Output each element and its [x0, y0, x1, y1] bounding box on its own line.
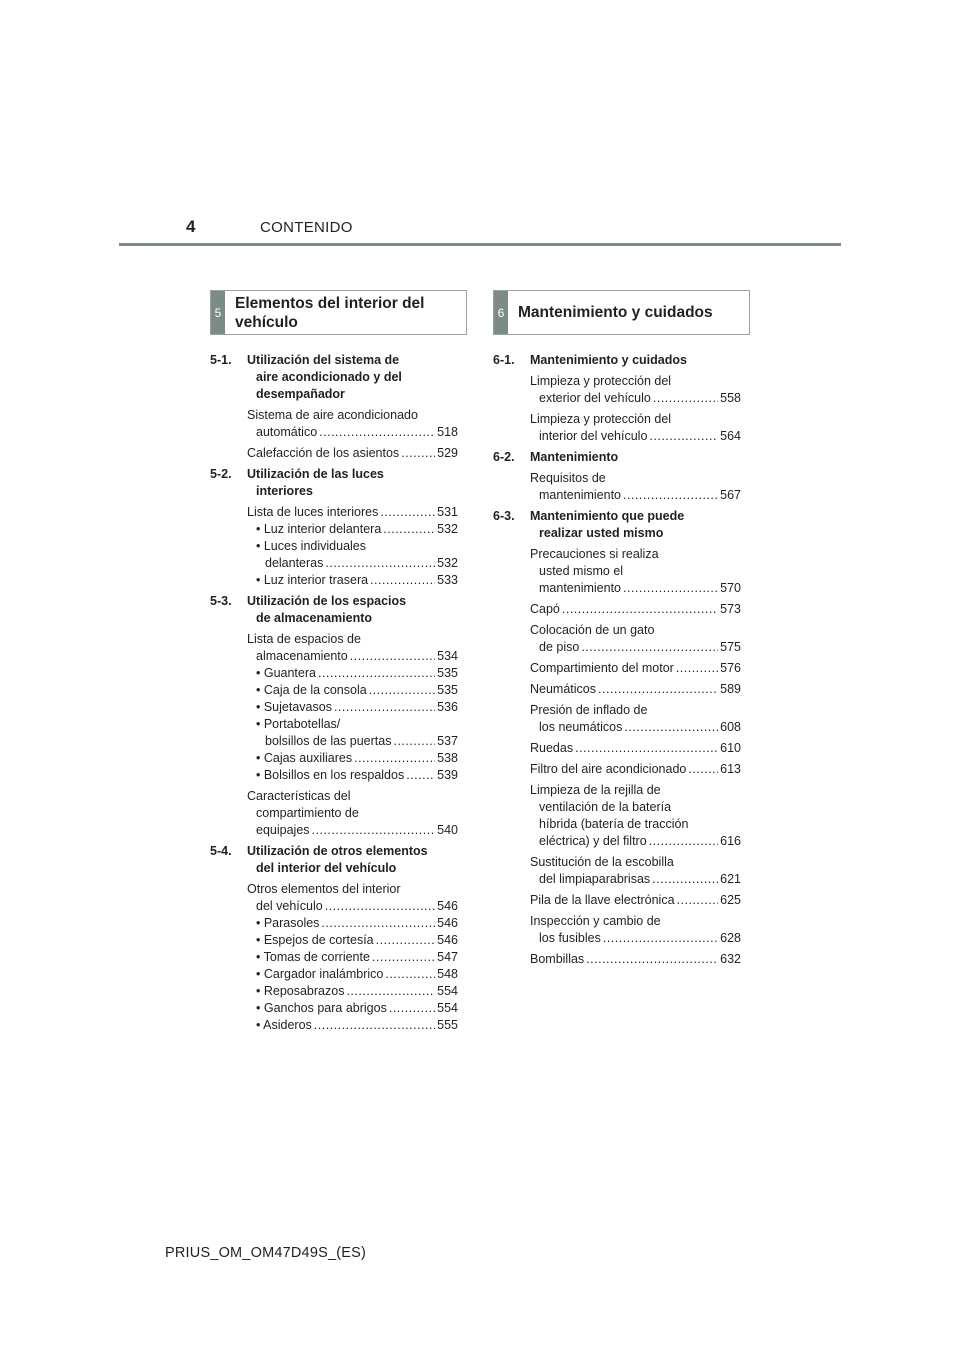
toc-entry-row	[256, 966, 458, 983]
toc-group-title-line: interiores	[256, 484, 313, 498]
toc-page-number: 589	[720, 682, 741, 696]
toc-entry-row	[256, 1000, 458, 1017]
toc-entry[interactable]	[256, 767, 458, 784]
toc-page-number: 540	[437, 823, 458, 837]
toc-group	[210, 466, 458, 589]
leader-dots	[325, 898, 435, 915]
toc-group	[210, 352, 458, 462]
footer-code: PRIUS_OM_OM47D49S_(ES)	[165, 1245, 367, 1261]
toc-entry-text: Compartimiento del motor	[530, 661, 674, 675]
toc-group-title-line: Utilización de otros elementos	[247, 844, 428, 858]
toc-entry-row	[530, 951, 741, 968]
toc-group-title-line: Mantenimiento	[530, 450, 619, 464]
toc-entry-text: Pila de la llave electrónica	[530, 893, 675, 907]
toc-entry-row	[530, 833, 741, 850]
toc-entry-row	[530, 719, 741, 736]
toc-entry-row	[256, 949, 458, 966]
toc-group-title-line: Utilización del sistema de	[247, 353, 400, 367]
toc-entry[interactable]	[530, 660, 741, 677]
toc-page-number: 621	[720, 872, 741, 886]
toc-entry[interactable]	[256, 538, 458, 572]
leader-dots	[401, 445, 435, 462]
toc-entry[interactable]	[530, 892, 741, 909]
toc-entry[interactable]	[256, 966, 458, 983]
leader-dots	[380, 504, 435, 521]
toc-page-number: 576	[720, 661, 741, 675]
toc-entry-row	[530, 930, 741, 947]
toc-page-number: 548	[437, 967, 458, 981]
toc-entry-text: • Reposabrazos	[256, 984, 345, 998]
section-box-6	[493, 290, 750, 335]
toc-entry[interactable]	[256, 716, 458, 750]
toc-entry-row	[256, 521, 458, 538]
leader-dots	[370, 572, 435, 589]
toc-entry-row	[247, 648, 458, 665]
toc-entry-line: Limpieza y protección del	[530, 412, 672, 426]
toc-page-number: 625	[720, 893, 741, 907]
toc-entry-line: Limpieza y protección del	[530, 374, 672, 388]
toc-entry-text: • Tomas de corriente	[256, 950, 370, 964]
toc-entry-line: Características del	[247, 789, 351, 803]
toc-entry-row	[256, 572, 458, 589]
leader-dots	[376, 932, 436, 949]
toc-entry-row	[530, 639, 741, 656]
toc-group-heading[interactable]	[210, 593, 458, 627]
toc-group-title-line: realizar usted mismo	[539, 526, 664, 540]
toc-entry-row	[530, 740, 741, 757]
toc-entry-text: • Parasoles	[256, 916, 320, 930]
toc-entry-text: • Guantera	[256, 666, 316, 680]
toc-entry-text: equipajes	[256, 823, 310, 837]
toc-page-number: 534	[437, 649, 458, 663]
toc-entry[interactable]	[247, 407, 458, 441]
leader-dots	[354, 750, 435, 767]
toc-group-title-line: Utilización de los espacios	[247, 594, 407, 608]
toc-entry[interactable]	[530, 622, 741, 656]
toc-group-number: 5-1.	[210, 353, 232, 367]
toc-page-number: 567	[720, 488, 741, 502]
toc-entry-text: • Ganchos para abrigos	[256, 1001, 387, 1015]
toc-entry[interactable]	[530, 951, 741, 968]
toc-entry-text: Calefacción de los asientos	[247, 446, 400, 460]
toc-page-number: 537	[437, 734, 458, 748]
toc-group	[210, 593, 458, 839]
toc-entry-text: los neumáticos	[539, 720, 623, 734]
toc-entry-text: eléctrica) y del filtro	[539, 834, 647, 848]
toc-group	[493, 449, 741, 504]
leader-dots	[346, 983, 435, 1000]
leader-dots	[688, 761, 718, 778]
toc-page-number: 628	[720, 931, 741, 945]
toc-page-number: 554	[437, 984, 458, 998]
toc-entry[interactable]	[256, 1017, 458, 1034]
toc-entry-line: Lista de espacios de	[247, 632, 361, 646]
toc-entry-row	[256, 767, 458, 784]
toc-entry-text: automático	[256, 425, 318, 439]
section-title: Elementos del interior del vehículo	[235, 294, 425, 331]
toc-entry-line: • Luces individuales	[256, 539, 366, 553]
leader-dots	[649, 428, 718, 445]
toc-entry-row	[530, 390, 741, 407]
toc-group	[493, 508, 741, 968]
leader-dots	[586, 951, 718, 968]
leader-dots	[653, 390, 718, 407]
toc-entry-row	[256, 555, 458, 572]
toc-entry-line: Presión de inflado de	[530, 703, 648, 717]
toc-group-heading[interactable]	[210, 843, 458, 877]
toc-entry-row	[530, 761, 741, 778]
toc-page-number: 547	[437, 950, 458, 964]
toc-entry-row	[247, 822, 458, 839]
leader-dots	[321, 915, 435, 932]
toc-page-number: 533	[437, 573, 458, 587]
toc-group-title-line: de almacenamiento	[256, 611, 373, 625]
toc-entry[interactable]	[256, 1000, 458, 1017]
toc-group-heading[interactable]	[210, 352, 458, 403]
section-box-5	[210, 290, 467, 335]
toc-entry-row	[530, 871, 741, 888]
toc-entry[interactable]	[256, 932, 458, 949]
toc-page-number: 532	[437, 522, 458, 536]
toc-page-number: 573	[720, 602, 741, 616]
toc-entry-text: mantenimiento	[539, 488, 621, 502]
leader-dots	[652, 871, 718, 888]
toc-page-number: 554	[437, 1001, 458, 1015]
toc-entry[interactable]	[530, 854, 741, 888]
leader-dots	[318, 665, 435, 682]
leader-dots	[649, 833, 718, 850]
toc-group-title-line: Utilización de las luces	[247, 467, 384, 481]
toc-entry-text: exterior del vehículo	[539, 391, 651, 405]
leader-dots	[603, 930, 718, 947]
toc-entry-row	[530, 892, 741, 909]
toc-entry-row	[530, 660, 741, 677]
toc-entry[interactable]	[256, 572, 458, 589]
toc-entry-text: mantenimiento	[539, 581, 621, 595]
toc-entry[interactable]	[247, 631, 458, 665]
leader-dots	[406, 767, 435, 784]
toc-entry-line: ventilación de la batería	[539, 800, 672, 814]
toc-entry-line: Inspección y cambio de	[530, 914, 661, 928]
toc-entry-line: híbrida (batería de tracción	[539, 817, 689, 831]
toc-entry-line: compartimiento de	[256, 806, 359, 820]
toc-entry[interactable]	[530, 601, 741, 618]
toc-entry-row	[530, 601, 741, 618]
toc-group-title	[247, 466, 458, 500]
toc-entry-text: Capó	[530, 602, 560, 616]
leader-dots	[383, 521, 435, 538]
leader-dots	[325, 555, 435, 572]
page-number: 4	[186, 217, 196, 236]
toc-entry-row	[256, 932, 458, 949]
toc-group-number: 6-1.	[493, 353, 515, 367]
toc-group	[493, 352, 741, 445]
toc-group-title	[530, 449, 741, 466]
toc-entry[interactable]	[530, 470, 741, 504]
toc-entry-row	[256, 665, 458, 682]
toc-page-number: 570	[720, 581, 741, 595]
toc-entry[interactable]	[256, 949, 458, 966]
page-header-title: CONTENIDO	[260, 219, 353, 236]
toc-group-title	[247, 843, 458, 877]
leader-dots	[312, 822, 436, 839]
toc-group-number: 5-4.	[210, 844, 232, 858]
toc-entry-row	[256, 750, 458, 767]
toc-page-number: 546	[437, 916, 458, 930]
toc-entry-text: Ruedas	[530, 741, 574, 755]
toc-entry-text: • Caja de la consola	[256, 683, 367, 697]
toc-entry-text: los fusibles	[539, 931, 601, 945]
toc-page-number: 608	[720, 720, 741, 734]
toc-entry[interactable]	[256, 983, 458, 1000]
toc-group	[210, 843, 458, 1034]
toc-entry[interactable]	[256, 682, 458, 699]
leader-dots	[372, 949, 435, 966]
toc-entry[interactable]	[530, 782, 741, 850]
toc-entry-text: • Bolsillos en los respaldos	[256, 768, 405, 782]
toc-entry-line: • Portabotellas/	[256, 717, 341, 731]
section-number: 5	[211, 291, 225, 334]
toc-entry[interactable]	[247, 445, 458, 462]
toc-page-number: 535	[437, 683, 458, 697]
toc-entry-row	[247, 504, 458, 521]
toc-entry-row	[530, 487, 741, 504]
toc-entry-row	[256, 733, 458, 750]
toc-entry-text: Neumáticos	[530, 682, 596, 696]
leader-dots	[314, 1017, 435, 1034]
toc-entry[interactable]	[530, 681, 741, 698]
toc-entry-line: Sustitución de la escobilla	[530, 855, 674, 869]
toc-page-number: 538	[437, 751, 458, 765]
toc-entry-text: de piso	[539, 640, 580, 654]
toc-entry-row	[530, 428, 741, 445]
toc-entry-text: del vehículo	[256, 899, 323, 913]
leader-dots	[598, 681, 718, 698]
toc-page-number: 546	[437, 899, 458, 913]
toc-entry[interactable]	[256, 699, 458, 716]
leader-dots	[385, 966, 435, 983]
toc-group-title-line: del interior del vehículo	[256, 861, 397, 875]
leader-dots	[562, 601, 718, 618]
toc-entry[interactable]	[530, 761, 741, 778]
toc-entry-text: interior del vehículo	[539, 429, 648, 443]
section-title: Mantenimiento y cuidados	[518, 304, 713, 321]
toc-page-number: 539	[437, 768, 458, 782]
toc-page-number: 532	[437, 556, 458, 570]
toc-group-title	[247, 593, 458, 627]
toc-entry-line: Requisitos de	[530, 471, 606, 485]
leader-dots	[575, 740, 718, 757]
leader-dots	[319, 424, 435, 441]
toc-page-number: 536	[437, 700, 458, 714]
toc-entry-text: bolsillos de las puertas	[265, 734, 392, 748]
toc-page-number: 535	[437, 666, 458, 680]
toc-page-number: 616	[720, 834, 741, 848]
leader-dots	[624, 719, 718, 736]
toc-entry[interactable]	[530, 913, 741, 947]
toc-page-number: 610	[720, 741, 741, 755]
toc-group-number: 5-2.	[210, 467, 232, 481]
toc-entry-text: del limpiaparabrisas	[539, 872, 651, 886]
toc-entry-row	[256, 1017, 458, 1034]
toc-page-number: 518	[437, 425, 458, 439]
leader-dots	[581, 639, 718, 656]
toc-entry-line: Colocación de un gato	[530, 623, 655, 637]
toc-entry-row	[247, 424, 458, 441]
toc-group-title	[530, 508, 741, 542]
leader-dots	[623, 580, 718, 597]
toc-entry[interactable]	[530, 411, 741, 445]
toc-entry-row	[530, 681, 741, 698]
toc-column-right	[493, 352, 741, 972]
toc-entry-row	[256, 915, 458, 932]
toc-group-heading[interactable]	[493, 449, 741, 466]
leader-dots	[369, 682, 435, 699]
toc-entry[interactable]	[530, 373, 741, 407]
toc-group-title-line: Mantenimiento que puede	[530, 509, 685, 523]
toc-group-number: 6-3.	[493, 509, 515, 523]
toc-entry[interactable]	[256, 915, 458, 932]
toc-entry-text: • Cargador inalámbrico	[256, 967, 384, 981]
toc-page-number: 632	[720, 952, 741, 966]
toc-group-title-line: Mantenimiento y cuidados	[530, 353, 687, 367]
toc-entry-row	[247, 445, 458, 462]
toc-entry[interactable]	[247, 788, 458, 839]
toc-entry-line: usted mismo el	[539, 564, 624, 578]
toc-page-number: 529	[437, 446, 458, 460]
toc-entry-row	[247, 898, 458, 915]
toc-entry-text: Filtro del aire acondicionado	[530, 762, 687, 776]
toc-entry[interactable]	[530, 546, 741, 597]
toc-page-number: 555	[437, 1018, 458, 1032]
toc-group-number: 6-2.	[493, 450, 515, 464]
toc-entry-line: Otros elementos del interior	[247, 882, 401, 896]
toc-entry[interactable]	[530, 740, 741, 757]
header-rule	[119, 243, 841, 246]
toc-entry-text: • Asideros	[256, 1018, 312, 1032]
toc-entry[interactable]	[530, 702, 741, 736]
toc-entry[interactable]	[256, 521, 458, 538]
toc-entry-row	[256, 983, 458, 1000]
toc-entry[interactable]	[256, 665, 458, 682]
toc-entry-row	[256, 699, 458, 716]
toc-group-heading[interactable]	[210, 466, 458, 500]
toc-page-number: 564	[720, 429, 741, 443]
toc-entry-row	[256, 682, 458, 699]
toc-page-number: 558	[720, 391, 741, 405]
toc-entry-line: Precauciones si realiza	[530, 547, 659, 561]
toc-entry-text: • Cajas auxiliares	[256, 751, 353, 765]
leader-dots	[350, 648, 435, 665]
toc-page-number: 546	[437, 933, 458, 947]
toc-group-title	[530, 352, 741, 369]
leader-dots	[677, 892, 719, 909]
toc-entry-text: • Luz interior trasera	[256, 573, 369, 587]
toc-entry-text: Lista de luces interiores	[247, 505, 379, 519]
toc-group-title	[247, 352, 458, 403]
leader-dots	[676, 660, 718, 677]
toc-page-number: 613	[720, 762, 741, 776]
toc-entry[interactable]	[247, 504, 458, 521]
toc-entry-text: • Luz interior delantera	[256, 522, 382, 536]
toc-entry[interactable]	[247, 881, 458, 915]
leader-dots	[389, 1000, 435, 1017]
toc-entry-line: Limpieza de la rejilla de	[530, 783, 661, 797]
toc-group-number: 5-3.	[210, 594, 232, 608]
leader-dots	[623, 487, 718, 504]
toc-entry-text: Bombillas	[530, 952, 585, 966]
toc-page-number: 531	[437, 505, 458, 519]
toc-group-title-line: aire acondicionado y del	[256, 370, 402, 384]
section-number: 6	[494, 291, 508, 334]
toc-group-heading[interactable]	[493, 352, 741, 369]
toc-entry-text: • Sujetavasos	[256, 700, 332, 714]
toc-entry-row	[530, 580, 741, 597]
toc-column-left	[210, 352, 458, 1038]
toc-entry[interactable]	[256, 750, 458, 767]
leader-dots	[334, 699, 435, 716]
toc-entry-line: Sistema de aire acondicionado	[247, 408, 418, 422]
toc-entry-text: delanteras	[265, 556, 324, 570]
leader-dots	[393, 733, 435, 750]
toc-page-number: 575	[720, 640, 741, 654]
toc-entry-text: almacenamiento	[256, 649, 348, 663]
toc-entry-text: • Espejos de cortesía	[256, 933, 374, 947]
toc-group-heading[interactable]	[493, 508, 741, 542]
toc-group-title-line: desempañador	[256, 387, 345, 401]
